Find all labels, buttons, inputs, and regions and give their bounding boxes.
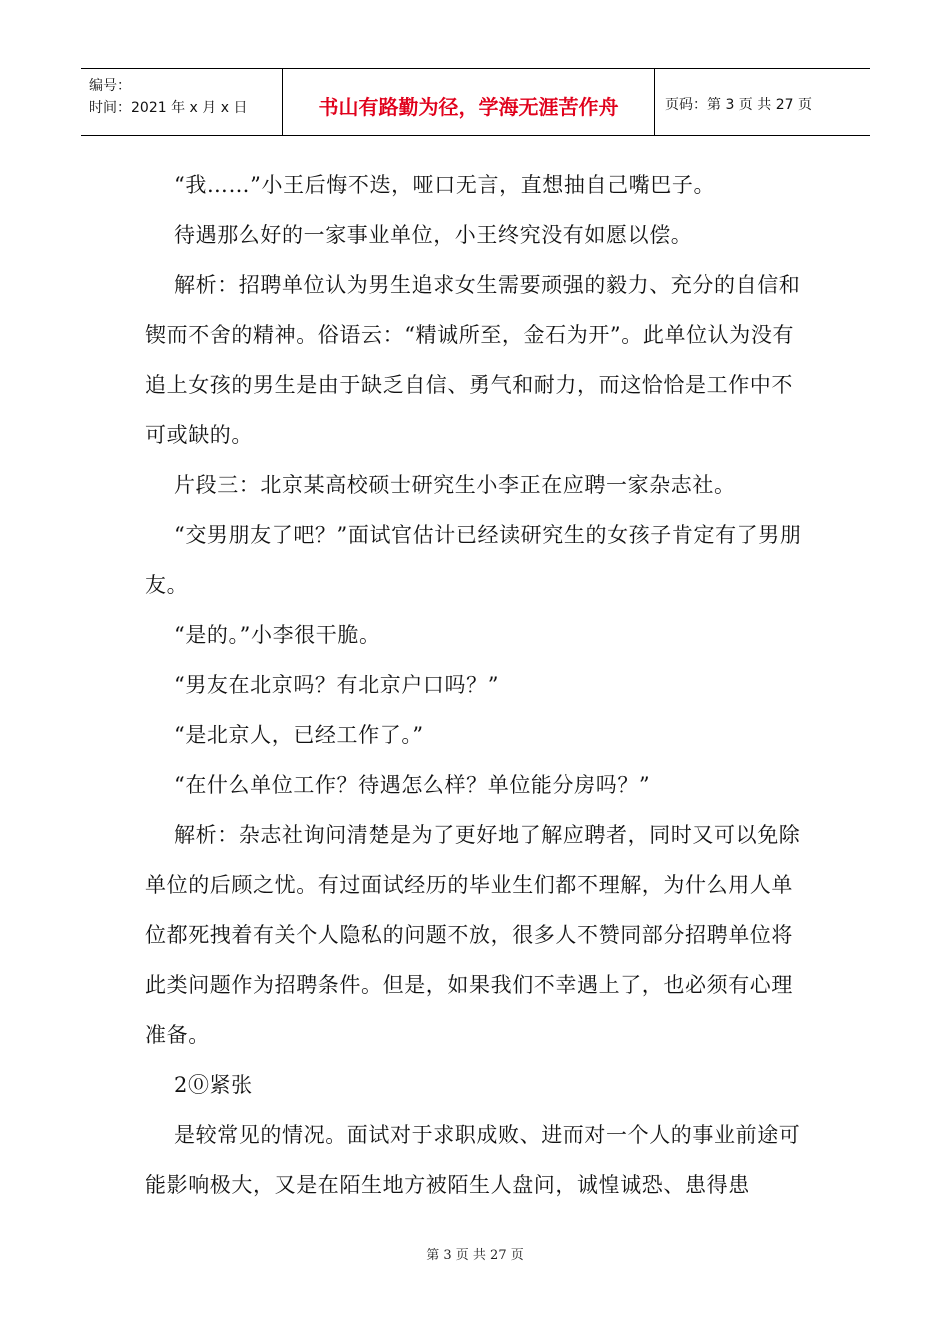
- paragraph: “男友在北京吗？有北京户口吗？”: [174, 673, 500, 697]
- paragraph: 是较常见的情况。面试对于求职成败、进而对一个人的事业前途可能影响极大，又是在陌生地方被陌生人盘问，诚惶诚恐、患得患: [145, 1123, 801, 1197]
- section-heading: 2⓪紧张: [174, 1073, 253, 1097]
- paragraph: “我……”小王后悔不迭，哑口无言，直想抽自己嘴巴子。: [174, 173, 716, 197]
- page-footer: 第 3 页 共 27 页: [426, 1248, 524, 1263]
- paragraph: 解析：招聘单位认为男生追求女生需要顽强的毅力、充分的自信和锲而不舍的精神。俗语云：“精诚所至，金石为开”。此单位认为没有追上女孩的男生是由于缺乏自信、勇气和耐力，而这恰恰是工作中不可或缺的。: [145, 273, 801, 447]
- document-number-label: 编号：: [89, 78, 131, 94]
- paragraph: “是北京人，已经工作了。”: [174, 723, 424, 747]
- paragraph: 待遇那么好的一家事业单位，小王终究没有如愿以偿。: [174, 223, 693, 247]
- header-meta: [81, 69, 283, 135]
- paragraph: “是的。”小李很干脆。: [174, 623, 381, 647]
- page-header: [81, 68, 870, 136]
- header-page-info: 页码：第 3 页 共 27 页: [665, 97, 812, 113]
- paragraph: “在什么单位工作？待遇怎么样？单位能分房吗？”: [174, 773, 651, 797]
- document-body: [145, 160, 805, 1210]
- paragraph: 解析：杂志社询问清楚是为了更好地了解应聘者，同时又可以免除单位的后顾之忧。有过面试经历的毕业生们都不理解，为什么用人单位都死拽着有关个人隐私的问题不放，很多人不赞同部分招聘单位将此类问题作为招聘条件。但是，如果我们不幸遇上了，也必须有心理准备。: [145, 823, 801, 1047]
- header-motto: 书山有路勤为径，学海无涯苦作舟: [283, 69, 655, 135]
- document-date: 时间：2021 年 x 月 x 日: [89, 100, 248, 116]
- paragraph: “交男朋友了吧？”面试官估计已经读研究生的女孩子肯定有了男朋友。: [145, 523, 802, 597]
- paragraph: 片段三：北京某高校硕士研究生小李正在应聘一家杂志社。: [174, 473, 736, 497]
